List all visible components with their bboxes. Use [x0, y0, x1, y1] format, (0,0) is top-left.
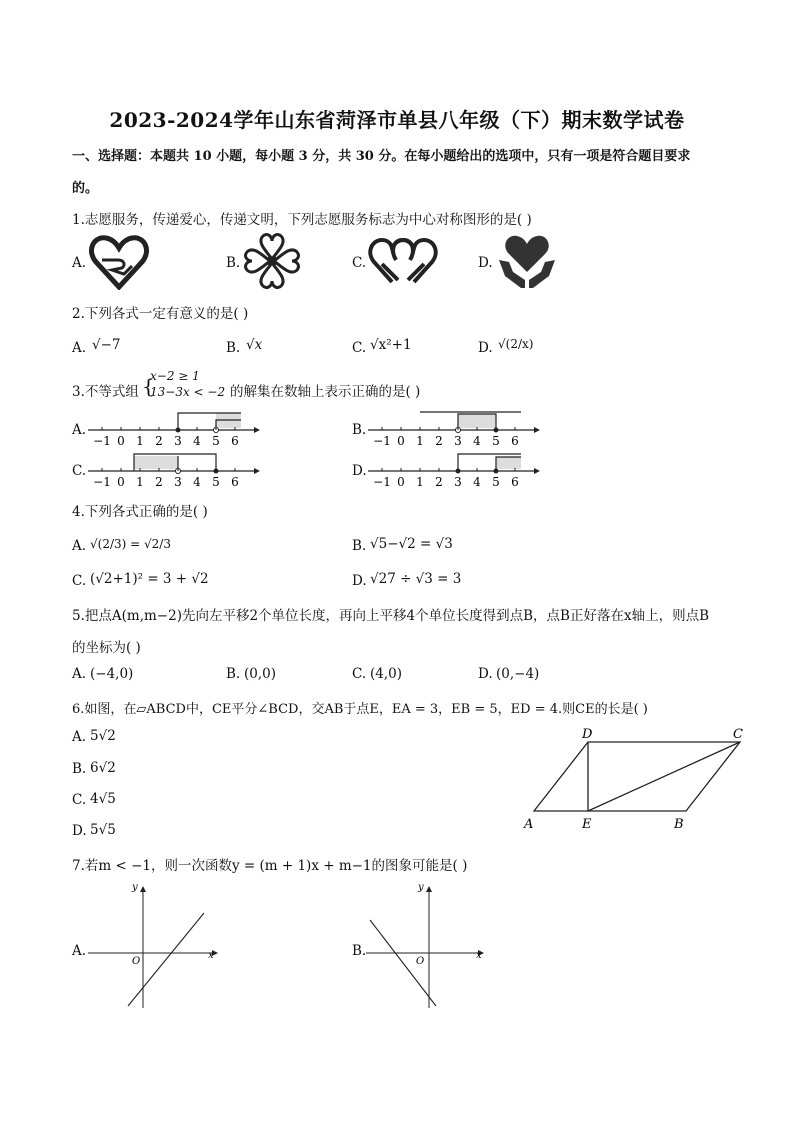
q4-stem: 4.下列各式正确的是( ): [72, 504, 208, 520]
q7-option-a-label: A.: [72, 943, 87, 959]
y-axis-label: y: [132, 882, 138, 893]
q1-option-d-label: D.: [478, 255, 493, 271]
tick-label: 0: [397, 475, 405, 489]
q5-stem-line2: 的坐标为( ): [72, 640, 141, 656]
q3-system-line2: 13−3x < −2: [150, 385, 226, 399]
tick-label: 3: [454, 434, 462, 448]
page-title: 2023-2024学年山东省菏泽市单县八年级（下）期末数学试卷: [109, 108, 685, 132]
tick-label: 3: [174, 434, 182, 448]
section-heading-line2: 的。: [72, 181, 99, 196]
q7-option-b-label: B.: [352, 943, 367, 959]
tick-label: 1: [416, 475, 424, 489]
q6-option-d-value: 5√5: [90, 822, 116, 838]
q3-option-b-label: B.: [352, 422, 367, 438]
q1-heart-hands-icon: [495, 232, 559, 296]
tick-label: 1: [136, 434, 144, 448]
q7-graph-a: [88, 880, 228, 1010]
tick-label: 0: [117, 475, 125, 489]
q4-option-a-expr: √(2/3) = √2/3: [90, 537, 171, 551]
tick-label: 6: [511, 475, 519, 489]
q4-option-b-expr: √5−√2 = √3: [370, 536, 453, 552]
q3-option-d-label: D.: [352, 463, 367, 479]
point-a-label: A: [524, 817, 534, 832]
tick-label: 6: [231, 475, 239, 489]
q3-option-c-label: C.: [72, 463, 87, 479]
q6-option-a-label: A.: [72, 729, 87, 745]
q5-option-a-label: A.: [72, 666, 87, 682]
tick-label: −1: [373, 475, 391, 489]
q4-option-d-label: D.: [352, 573, 367, 589]
q5-option-d-value: (0,−4): [496, 666, 540, 682]
q6-option-c-label: C.: [72, 792, 87, 808]
q5-option-a-value: (−4,0): [90, 666, 134, 682]
q2-option-a-expr: √−7: [92, 337, 121, 353]
tick-label: 3: [454, 475, 462, 489]
tick-label: 6: [231, 434, 239, 448]
origin-label: O: [132, 956, 141, 967]
q2-option-a-label: A.: [72, 340, 87, 356]
tick-label: 2: [435, 475, 443, 489]
tick-label: 2: [155, 475, 163, 489]
q3-option-a-label: A.: [72, 422, 87, 438]
q5-stem-line1: 5.把点A(m,m−2)先向左平移2个单位长度，再向上平移4个单位长度得到点B，点B正好落在x轴上，则点B: [72, 608, 710, 624]
x-axis-label: x: [476, 950, 482, 961]
q5-option-b-value: (0,0): [244, 666, 277, 682]
tick-label: 1: [416, 434, 424, 448]
q2-option-c-expr: √x²+1: [370, 337, 412, 353]
tick-label: 2: [155, 434, 163, 448]
line-graph-b: [370, 920, 436, 1006]
tick-label: 3: [174, 475, 182, 489]
origin-label: O: [416, 956, 425, 967]
q4-option-c-expr: (√2+1)² = 3 + √2: [90, 571, 209, 587]
q1-stem: 1.志愿服务，传递爱心，传递文明，下列志愿服务标志为中心对称图形的是( ): [72, 212, 532, 228]
tick-label: 4: [473, 434, 481, 448]
q7-stem: 7.若m < −1，则一次函数y = (m + 1)x + m−1的图象可能是( ): [72, 858, 468, 874]
q2-option-c-label: C.: [352, 340, 367, 356]
q3-number-line-c: [86, 447, 261, 491]
tick-label: 4: [473, 475, 481, 489]
q3-number-line-a: [86, 406, 261, 450]
tick-label: −1: [373, 434, 391, 448]
tick-label: 0: [117, 434, 125, 448]
tick-label: 4: [193, 475, 201, 489]
tick-label: 2: [435, 434, 443, 448]
q4-option-b-label: B.: [352, 538, 367, 554]
tick-label: 0: [397, 434, 405, 448]
tick-label: 5: [492, 475, 500, 489]
tick-label: −1: [93, 475, 111, 489]
point-c-label: C: [733, 727, 743, 742]
tick-label: 6: [511, 434, 519, 448]
tick-label: −1: [93, 434, 111, 448]
point-d-label: D: [582, 727, 593, 742]
point-b-label: B: [674, 817, 684, 832]
q3-brace: {: [142, 374, 155, 398]
point-e-label: E: [582, 817, 592, 832]
q1-double-heart-icon: [368, 234, 438, 292]
q6-option-b-label: B.: [72, 761, 87, 777]
q5-option-c-label: C.: [352, 666, 367, 682]
parallelogram-abcd: [534, 742, 740, 811]
q3-number-line-d: [366, 447, 541, 491]
q1-clover-icon: [243, 232, 301, 294]
q5-option-b-label: B.: [226, 666, 241, 682]
q3-number-line-b: [366, 406, 541, 450]
tick-label: 4: [193, 434, 201, 448]
q2-option-b-label: B.: [226, 340, 241, 356]
q6-stem: 6.如图，在▱ABCD中，CE平分∠BCD，交AB于点E，EA = 3，EB = 5，ED = 4.则CE的长是( ): [72, 702, 648, 717]
tick-label: 5: [492, 434, 500, 448]
q3-system-line1: x−2 ≥ 1: [150, 369, 200, 383]
y-axis-label: y: [418, 882, 424, 893]
tick-label: 5: [212, 475, 220, 489]
q5-option-c-value: (4,0): [370, 666, 403, 682]
q5-option-d-label: D.: [478, 666, 493, 682]
segment-ce: [588, 742, 740, 811]
q6-option-c-value: 4√5: [90, 791, 116, 807]
q6-option-b-value: 6√2: [90, 760, 116, 776]
q6-parallelogram-figure: [518, 724, 758, 834]
section-heading-line1: 一、选择题：本题共 10 小题，每小题 3 分，共 30 分。在每小题给出的选项中，只有一项是符合题目要求: [72, 149, 691, 164]
tick-label: 1: [136, 475, 144, 489]
q4-option-d-expr: √27 ÷ √3 = 3: [370, 571, 462, 587]
q3-stem-prefix: 3.不等式组: [72, 384, 139, 400]
q6-option-d-label: D.: [72, 823, 87, 839]
q2-option-d-label: D.: [478, 340, 493, 356]
x-axis-label: x: [208, 950, 214, 961]
q2-option-b-expr: √x: [246, 337, 263, 353]
q2-stem: 2.下列各式一定有意义的是( ): [72, 306, 249, 322]
q6-option-a-value: 5√2: [90, 728, 116, 744]
q2-option-d-expr: √(2/x): [498, 337, 534, 351]
q1-option-a-label: A.: [72, 255, 87, 271]
q1-heart-hand-icon: [88, 232, 150, 294]
q1-option-c-label: C.: [352, 255, 367, 271]
q1-option-b-label: B.: [226, 255, 241, 271]
q7-graph-b: [366, 880, 506, 1010]
q3-stem-suffix: 的解集在数轴上表示正确的是( ): [230, 384, 421, 400]
q4-option-c-label: C.: [72, 573, 87, 589]
tick-label: 5: [212, 434, 220, 448]
q4-option-a-label: A.: [72, 538, 87, 554]
